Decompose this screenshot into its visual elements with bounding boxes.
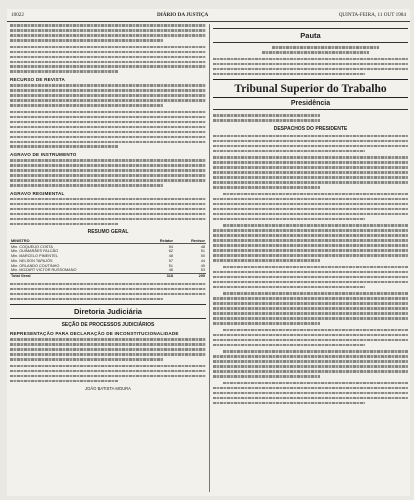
tribunal-title: Tribunal Superior do Trabalho — [213, 79, 408, 98]
text-block — [10, 159, 206, 187]
section-title-pauta: Pauta — [213, 28, 408, 43]
publication-date: QUINTA-FEIRA, 11 OUT 1984 — [338, 12, 406, 18]
section-heading: RECURSO DE REVISTA — [10, 77, 66, 83]
text-block — [10, 283, 206, 301]
section-subtitle: SEÇÃO DE PROCESSOS JUDICIÁRIOS — [61, 322, 155, 329]
text-block — [213, 382, 408, 405]
signature: JOÃO BATISTA MOURA — [85, 386, 131, 392]
text-block — [213, 193, 408, 221]
text-block — [10, 84, 206, 107]
journal-title: DIÁRIO DA JUSTIÇA — [157, 12, 209, 18]
text-block — [213, 292, 408, 325]
left-column — [10, 24, 206, 494]
section-heading: AGRAVO DE INSTRUMENTO — [10, 152, 77, 158]
section-heading: AGRAVO REGIMENTAL — [10, 190, 65, 196]
section-heading: REPRESENTAÇÃO PARA DECLARAÇÃO DE INCONSTITUCIONALIDADE — [10, 331, 179, 337]
page-number: 10022 — [11, 12, 24, 18]
page-header — [7, 9, 410, 22]
table-row: Min. COQUEIJO COSTA 54 48 — [11, 244, 205, 249]
presidencia-title: Presidência — [213, 100, 408, 110]
text-block — [10, 365, 206, 383]
column-divider — [209, 24, 210, 492]
table-row: Min. NELSON TAPAJÓS 57 44 — [11, 258, 205, 263]
column-header: MINISTRO — [10, 238, 142, 244]
text-block — [10, 46, 206, 74]
table-row: Min. MARCELO PIMENTEL 48 50 — [11, 254, 205, 259]
section-heading: DESPACHOS DO PRESIDENTE — [273, 125, 348, 132]
text-block — [10, 24, 206, 42]
journal-page — [7, 9, 410, 496]
text-block — [213, 224, 408, 261]
column-header: Revisor — [174, 238, 206, 244]
table-total-row: Total Geral 318 295 — [11, 274, 205, 279]
table-row: Min. ORLANDO COUTINHO 51 49 — [11, 263, 205, 268]
text-block — [10, 338, 206, 361]
text-block — [213, 58, 408, 76]
text-block — [213, 135, 408, 153]
text-block — [10, 111, 206, 148]
right-column — [213, 24, 408, 494]
text-block — [213, 114, 408, 122]
text-block — [10, 198, 206, 226]
distribution-table — [10, 238, 206, 278]
table-title: RESUMO GERAL — [87, 229, 129, 236]
text-block — [213, 350, 408, 378]
section-title-diretoria: Diretoria Judiciária — [10, 304, 206, 319]
text-block — [213, 266, 408, 289]
text-block — [213, 46, 408, 54]
text-block — [213, 329, 408, 347]
text-block — [213, 156, 408, 189]
table-row: Min. GUIMARÃES FALCÃO 62 51 — [11, 249, 205, 254]
column-header: Relator — [142, 238, 174, 244]
table-row: Min. MOZART VICTOR RUSSOMANO 46 53 — [11, 268, 205, 273]
